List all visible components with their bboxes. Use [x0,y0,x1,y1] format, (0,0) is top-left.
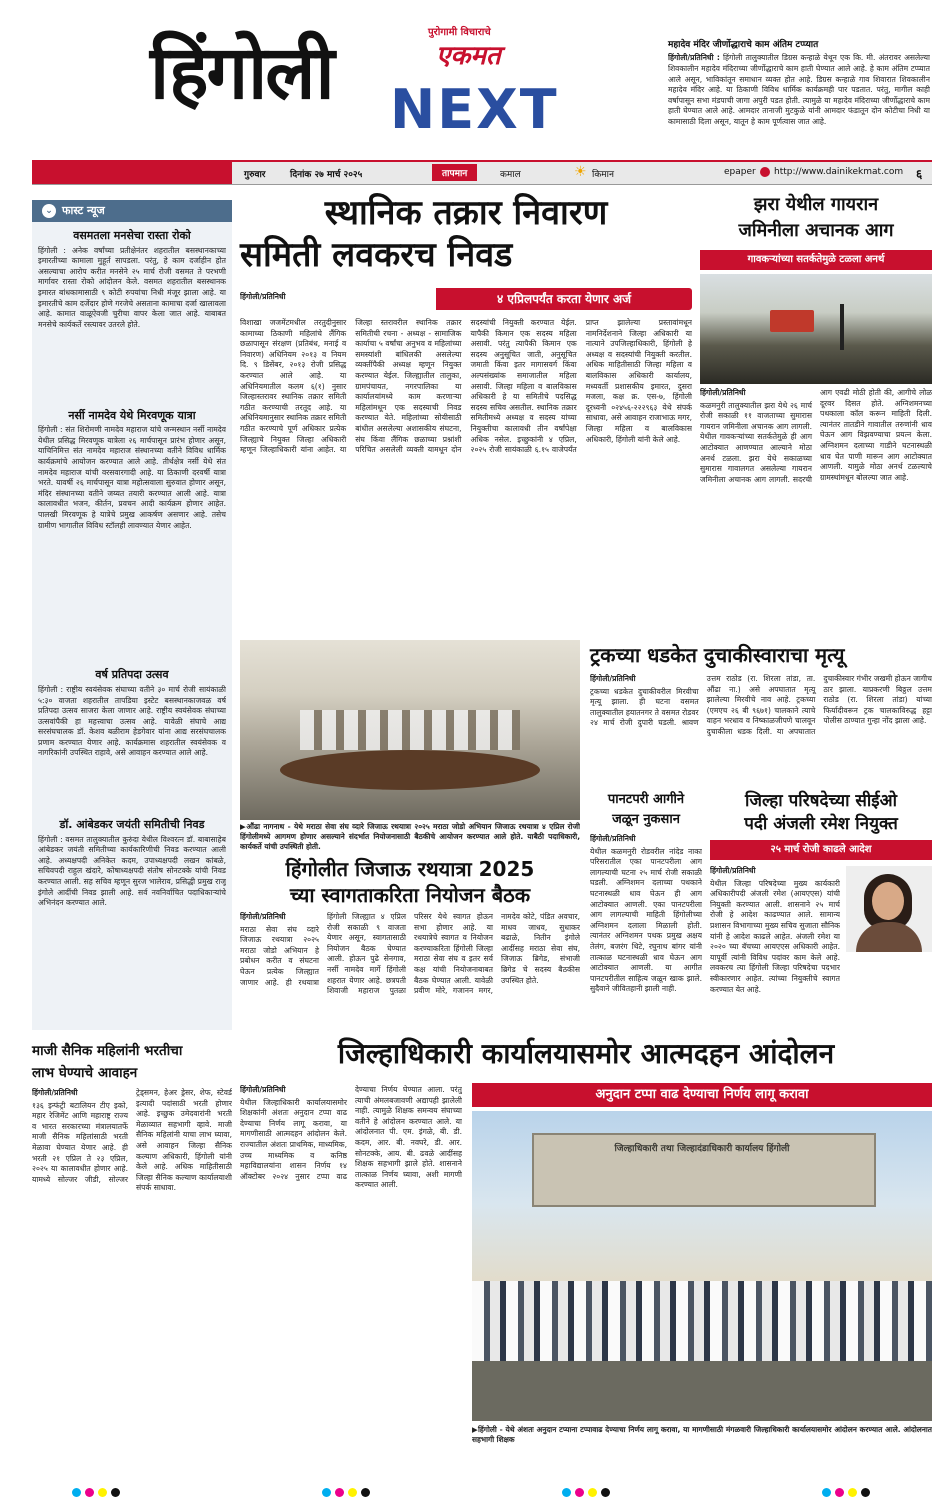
ceo-headline-2: पदी अंजली रमेश नियुक्त [744,814,898,834]
fast-news-title-1: वसमतला मनसेचा रास्ता रोको [73,229,191,242]
protest-photo [472,1111,932,1421]
top-story-text: हिंगोली तालुक्यातील डिग्रस कन्हाळे येथून एक कि. मी. अंतरावर असलेल्या शिवकालीन महादेव मंदिराच्या जीर्णोद्धाराचे काम हाती घेण्यात आले आहे. हे काम अंतिम टप्प्यात आले असून, भाविकांतून समाधान व्यक्त होत आहे. डिग्रस कन्हाळे गाव शिवारात शिवकालीन महादेव मंदिर आहे. या ठिकाणी विविध धार्मिक कार्यक्रमही पार पडतात. परंतु, मागील काही वर्षापासून सभा मंडपाची जागा अपुरी पडत होती. त्यामुळे या महादेव मंदिराच्या जीर्णोद्धाराचे काम हाती घेण्यात आले आहे. आमदार तानाजी मुटकुळे यांनी आमदार फंडातून दोन कोटीचा निधी या कामासाठी दिला असून, यातून हे काम पूर्णत्वास जात आहे. [668,53,930,126]
protest-byline: हिंगोली/प्रतिनिधी [240,1085,286,1094]
ceo-byline: हिंगोली/प्रतिनिधी [710,866,756,875]
page-number: ६ [916,167,923,181]
color-registration-strip [0,1478,945,1496]
protest-story [240,1035,932,1465]
epaper-label: epaper [724,167,756,177]
ceo-headline-1: जिल्हा परिषदेच्या सीईओ [744,791,898,811]
protest-caption: ▶हिंगोली - येथे अंशतः अनुदान टप्याना टप्पावाढ देण्याचा निर्णय लागू करावा, या मागणीसाठी मंगळवारी जिल्हाधिकारी कार्यालयासमोर आंदोलन करण्यात आले. आंदोलनात सहभागी शिक्षक [472,1425,932,1444]
fire-headline-1: झरा येथील गायरान [753,194,879,215]
army-headline-1: माजी सैनिक महिलांनी भरतीचा [32,1043,183,1059]
ceo-text: येथील जिल्हा परिषदेच्या मुख्य कार्यकारी अधिकारीपदी अंजली रमेश (आयएएस) यांची नियुक्ती करण्यात आली. शासनाने २५ मार्च रोजी हे आदेश काढण्यात आले. सामान्य प्रशासन विभागाच्या मुख्य सचिव सुजाता सौनिक यांनी हे आदेश काढले आहेत. अंजली रमेश या २०२० च्या बॅचच्या आयएएस अधिकारी आहेत. यापूर्वी त्यांनी विविध पदांवर काम केले आहे. लवकरच त्या हिंगोली जिल्हा परिषदेचा पदभार स्वीकारणार आहेत. त्यांच्या नियुक्तीचे स्वागत करण्यात येत आहे. [710,878,840,994]
pantpari-headline-2: जळून नुकसान [612,812,680,827]
army-headline-2: लाभ घेण्याचे आवाहन [32,1065,138,1081]
chevron-down-icon: ⌄ [42,204,56,218]
pantpari-byline: हिंगोली/प्रतिनिधी [590,834,636,843]
army-byline: हिंगोली/प्रतिनिधी [32,1088,78,1097]
pantpari-story [590,790,702,1030]
top-story [668,40,930,160]
meeting-text: मराठा सेवा संघ व्दारे जिजाऊ रथयात्रा २०२५ मराठा जोडो अभियान हे प्रबोधन करीत व संघटना घेऊन प्रत्येक जिल्ह्यात जाणार आहे. ही रथयात्रा हिंगोली जिल्ह्यात ४ एप्रिल रोजी सकाळी ९ वाजता येणार असून, स्वागतासाठी नियोजन बैठक घेण्यात आली. होऊन पुढे सेनगाव, नर्सी नामदेव मार्गे हिंगोली शहरात येणार आहे. छत्रपती शिवाजी महाराज पुतळा परिसर येथे स्वागत होऊन सभा होणार आहे. या रथयात्रेचे स्वागत व नियोजन करण्याकरिता हिंगोली जिल्हा मराठा सेवा संघ व इतर सर्व कक्ष यांची नियोजनाबाबत बैठक घेण्यात आली. यावेळी प्रवीण मोरे, गजानन मगर, नामदेव कोटे, पंडित अवचार, माधव जाधव, सुधाकर बढाळे, नितीन इंगोले आदींसह मराठा सेवा संघ, जिजाऊ ब्रिगेड, संभाजी ब्रिगेड चे सदस्य बैठकीस उपस्थित होते. [240,912,580,996]
ekmat-logo: एकमत [436,41,501,71]
fire-photo [700,274,932,384]
fast-news [32,200,232,1030]
fire-story [700,192,932,632]
ceo-strap: २५ मार्च रोजी काढले आदेश [710,840,932,860]
ceo-photo [846,866,932,952]
accident-headline: ट्रकच्या धडकेत दुचाकीस्वाराचा मृत्यू [590,643,845,667]
fast-news-title-2: नर्सी नामदेव येथे मिरवणूक यात्रा [68,408,196,422]
accident-text: ट्रकच्या धडकेत दुचाकीवरील मिरवीचा मृत्यू झाला. ही घटना वसमत तालुक्यातील हयातनगर ते वसमत रोडवर २४ मार्च रोजी दुपारी घडली. श्रावण उत्तम राठोड (रा. शिरला तांडा, ता. औंढा ना.) असे अपघातात मृत्यू झालेल्या मिरवीचे नाव आहे. ट्रकच्या (एमएच २६ बी ९६७१) चालकाने त्याचे वाहन भरधाव व निष्काळजीपणे चालवून दुचाकीला धडक दिली. या अपघातात दुचाकीस्वार गंभीर जखमी होऊन जागीच ठार झाला. याप्रकरणी बिठ्ठल उत्तम राठोड (रा. शिरला तांडा) यांच्या फिर्यादीवरून ट्रक चालकाविरुद्ध हट्टा पोलीस ठाण्यात गुन्हा नोंद झाला आहे. [590,674,932,736]
fast-news-title-3: वर्ष प्रतिपदा उत्सव [95,668,169,682]
meeting-byline: हिंगोली/प्रतिनिधी [240,912,286,921]
fast-news-label: फास्ट न्यूज [62,204,105,217]
fast-news-text-3: हिंगोली : राष्ट्रीय स्वयंसेवक संघाच्या वतीने ३० मार्च रोजी सायंकाळी ५:३० वाजता शहरातील तापडिया इस्टेट बसस्थानकाजवळ वर्ष प्रतिपदा उत्सव साजरा केला जाणार आहे. राष्ट्रीय स्वयंसेवक संघाच्या उत्सवांपैकी हा महत्त्वाचा उत्सव आहे. यावेळी संघाचे आद्य सरसंघचालक डॉ. केशव बळीराम हेडगेवार यांना आद्य सरसंघचालक प्रणाम करण्यात येणार आहे. कार्यक्रमास शहरातील स्वयंसेवक व नागरिकांनी उपस्थित राहावे, असे आवाहन करण्यात आले आहे. [38,684,226,758]
protest-photo-banner: जिल्हाधिकारी तथा जिल्हादंडाधिकारी कार्यालय हिंगोली [614,1144,790,1154]
website-url[interactable]: http://www.dainikekmat.com [774,167,904,177]
meeting-headline-2: च्या स्वागताकरिता नियोजन बैठक [289,883,531,907]
fire-text: कळमनुरी तालुक्यातील झरा येथे २६ मार्च रोजी सकाळी ११ वाजताच्या सुमारास गायरान जमिनीला अचानक आग लागली. येथील गावकऱ्यांच्या सतर्कतेमुळे ही आग आटोक्यात आणण्यात आल्याने मोठा अनर्थ टळला. झरा येथे सकाळच्या सुमारास गावालगत असलेल्या गायरान जमिनीला अचानक आग लागली. सदरची आग एवढी मोठी होती की, आगीचे लोळ दूरवर दिसत होते. अग्निशमनच्या पथकाला कॉल करून माहिती दिली. त्यानंतर तातडीने गावातील तरुणांनी धाव घेऊन आग विझवण्याचा प्रयत्न केला. अग्निशमन दलाच्या गाडीने घटनास्थळी धाव घेत पाणी मारून आग आटोक्यात आणली. यामुळे मोठा अनर्थ टळल्याचे ग्रामस्थांमधून बोलल्या जात आहे. [700,388,932,484]
pantpari-headline-1: पानटपरी आगीने [607,792,685,807]
globe-icon [760,167,770,177]
sun-icon: ☀ [574,164,587,180]
min-label: किमान [592,170,614,180]
army-text: १३६ इन्फंट्री बटालियन टीए इको, महार रेजिमेंट आणि महाराष्ट्र राज्य व भारत सरकारच्या मंत्रालयातर्फे माजी सैनिक महिलांसाठी भरती मेळावा घेण्यात येणार आहे. ही भरती २१ एप्रिल ते २३ एप्रिल, २०२५ या कालावधीत होणार आहे. यामध्ये सोल्जर जीडी, सोल्जर ट्रेड्समन, हेअर ड्रेसर, शेफ, स्टेवर्ड इत्यादी पदांसाठी भरती होणार आहे. इच्छुक उमेदवारांनी भरती मेळाव्यात सहभागी व्हावे. माजी सैनिक महिलांनी याचा लाभ घ्यावा, असे आवाहन जिल्हा सैनिक कल्याण अधिकारी, हिंगोली यांनी केले आहे. अधिक माहितीसाठी जिल्हा सैनिक कल्याण कार्यालयाशी संपर्क साधावा. [32,1088,232,1193]
meeting-photo [240,640,580,820]
meeting-headline-1: हिंगोलीत जिजाऊ रथयात्रा 2025 [285,857,535,881]
lead-headline-2: समिती लवकरच निवड [240,235,513,275]
protest-text: येथील जिल्हाधिकारी कार्यालयासमोर शिक्षकांनी अंशतः अनुदान टप्पा वाढ देण्याचा निर्णय लागू करावा, या मागणीसाठी आत्मदहन आंदोलन केले. राज्यातील अंशतः प्राथमिक, माध्यमिक, उच्च माध्यमिक व कनिष्ठ महाविद्यालयांना शासन निर्णय १४ ऑक्टोबर २०२४ नुसार टप्पा वाढ देण्याचा निर्णय घेण्यात आला. परंतु त्याची अंमलबजावणी अद्यापही झालेली नाही. त्यामुळे शिक्षक समन्वय संघाच्या वतीने हे आंदोलन करण्यात आले. या आंदोलनात पी. एम. इंगळे, बी. डी. कदम, आर. बी. नवघरे, डी. आर. सोनटक्के, आय. बी. ढवळे आदींसह शिक्षक सहभागी झाले होते. शासनाने तात्काळ निर्णय घ्यावा, अशी मागणी करण्यात आली. [240,1085,462,1190]
accident-story [590,640,932,780]
meeting-caption: ▶औंढा नागनाथ - येथे मराठा सेवा संघ व्दारे जिजाऊ रथयात्रा २०२५ मराठा जोडो अभियान जिजाऊ रथयात्रा ४ एप्रिल रोजी हिंगोलीमध्ये आगमण होणार असल्याने संदर्भात नियोजनासाठी बैठकीचे आयोजन करण्यात आले होते. याबैठी पदाधिकारी, कार्यकर्ते यांची उपस्थिती होती. [240,822,580,851]
fast-news-text-1: हिंगोली : अनेक वर्षांच्या प्रतीक्षेनंतर शहरातील बसस्थानकाच्या इमारतीच्या कामाला मुहूर्त सापडला. परंतु, हे काम दर्जाहीन होत असल्याचा आरोप करीत मनसेने २५ मार्च रोजी वसमत ते परभणी मार्गावर रास्ता रोको आंदोलन केले. वसमत शहरातील बसस्थानक इमारत बांधकामासाठी ९ कोटी रुपयांचा निधी मंजूर झाला आहे. या इमारतीचे काम दर्जेदार होणे गरजेचे असताना कामाचा दर्जा खालावला आहे. कामात वाळूऐवजी चुरीचा वापर केला जात आहे. याबाबत मनसेचे कार्यकर्ते रस्त्यावर उतरले होते. [38,245,226,329]
army-story [32,1040,232,1460]
lead-text: विशाखा जजमेंटमधील तरतुदीनुसार कामाच्या ठिकाणी महिलांचे लैंगिक छळापासून संरक्षण (प्रतिबंध, मनाई व निवारण) अधिनियम २०१३ व नियम दि. ९ डिसेंबर, २०१३ रोजी प्रसिद्ध करण्यात आले आहे. या अधिनियमातील कलम ६(१) नुसार जिल्हास्तरावर स्थानिक तक्रार समिती गठीत करण्याची तरतूद आहे. या अधिनियमानुसार स्थानिक तक्रार समिती गठीत करण्याचे पूर्ण अधिकार प्रत्येक जिल्ह्याचे नियुक्त जिल्हा अधिकारी म्हणून जिल्हाधिकारी यांना आहेत. या जिल्हा स्तरावरील स्थानिक तक्रार समितीची रचना - अध्यक्ष - सामाजिक कार्याचा ५ वर्षांचा अनुभव व महिलांच्या समस्यांशी बांधिलकी असलेल्या व्यक्तींपैकी अध्यक्ष म्हणून नियुक्त करण्यात येईल. जिल्ह्यातील तालुका, ग्रामपंचायत, नगरपालिका या कार्यालयांमध्ये काम करणाऱ्या महिलांमधून एक सदस्याची निवड करण्यात येते. महिलांच्या सोयीसाठी बांधील असलेल्या अशासकीय संघटना, संघ किंवा लैंगिक छळाच्या प्रश्नांशी परिचित असलेली व्यक्ती यामधून दोन सदस्यांची नियुक्ती करण्यात येईल. यापैकी किमान एक सदस्य महिला असावी. परंतु त्यापैकी किमान एक सदस्य अनुसूचित जाती, अनुसूचित जमाती किंवा इतर मागासवर्ग किंवा अल्पसंख्यांक समाजातील महिला असावी. जिल्हा महिला व बालविकास अधिकारी हे या समितीचे पदसिद्ध सदस्य सचिव असतील. स्थानिक तक्रार समितीमध्ये अध्यक्ष व सदस्य यांच्या नियुक्तीचा कालावधी तीन वर्षांपेक्षा अधिक नसेल. इच्छुकांनी ४ एप्रिल, २०२५ रोजी सायंकाळी ६.१५ वाजेपर्यंत प्राप्त झालेल्या प्रस्तावांमधून नामनिर्देशनाने जिल्हा अधिकारी या नात्याने उपजिल्हाधिकारी, हिंगोली हे अध्यक्ष व सदस्यांची नियुक्ती करतील. अधिक माहितीसाठी जिल्हा महिला व बालविकास अधिकारी कार्यालय, मध्यवर्ती प्रशासकीय इमारत, दुसरा मजला, कक्ष क्र. एस-७, हिंगोली दूरध्वनी ०२४५६-२२२९६३ येथे संपर्क साधावा, असे आवाहन राजाभाऊ मगर, जिल्हा महिला व बालविकास अधिकारी, हिंगोली यांनी केले आहे. [240,318,692,455]
info-day: गुरुवार [244,170,266,180]
masthead-tagline: पुरोगामी विचाराचे [428,27,491,38]
fast-news-text-2: हिंगोली : संत शिरोमणी नामदेव महाराज यांचे जन्मस्थान नर्सी नामदेव येथील प्रसिद्ध मिरवणूक यात्रेला २६ मार्चपासून प्रारंभ होणार असून, याचिनिमित्त संत नामदेव महाराज संस्थानच्या वतीने विविध धार्मिक कार्यक्रमांचे आयोजन करण्यात आले आहे. तीर्थक्षेत्र नर्सी येथे संत नामदेव महाराज यांची वरसवारगादी आहे. या ठिकाणी दरवर्षी यात्रा भरते. यावर्षी २६ मार्चपासून यात्रा महोत्सवाला सुरुवात होणार असून, मंदिर संस्थानच्या वतीने जय्यत तयारी करण्यात आली आहे. यात्रा कालावधीत भजन, कीर्तन, प्रवचन आदी कार्यक्रम होणार आहेत. पालखी मिरवणूक हे यात्रेचे प्रमुख आकर्षण असणार आहे. तसेच ग्रामीण भागातील विविध स्टॉलही लावण्यात येणार आहेत. [38,425,226,530]
info-date: दिनांक २७ मार्च २०२५ [290,170,363,180]
fire-headline-2: जमिनीला अचानक आग [738,220,894,241]
lead-headline-1: स्थानिक तक्रार निवारण [324,193,608,233]
protest-headline: जिल्हाधिकारी कार्यालयासमोर आत्मदहन आंदोलन [337,1037,835,1070]
accident-byline: हिंगोली/प्रतिनिधी [590,674,636,683]
fire-byline: हिंगोली/प्रतिनिधी [700,388,746,397]
temp-label: तापमान [432,164,477,181]
pantpari-text: येथील कळमनुरी रोडवरील नांदेड नाका परिसरातील एका पानटपरीला आग लागल्याची घटना २५ मार्च रोजी सकाळी घडली. अग्निशमन दलाच्या पथकाने घटनास्थळी धाव घेऊन ही आग आटोक्यात आणली. एका पानटपरीला आग लागल्याची माहिती हिंगोलीच्या अग्निशमन दलाला मिळाली होती. त्यानंतर अग्निशमन पथक प्रमुख अक्षय तेलंग, बजरंग थिटे, रघुनाथ बांगर यांनी तात्काळ घटनास्थळी धाव घेऊन आग आटोक्यात आणली. या आगीत पानटपरीतील साहित्य जळून खाक झाले. सुदैवाने जीवितहानी झाली नाही. [590,846,702,994]
lead-story [240,192,692,630]
fast-news-text-4: हिंगोली : वसमत तालुक्यातील कुरुंदा येथील विश्वरत्न डॉ. बाबासाहेब आंबेडकर जयंती समितीच्या कार्यकारिणीची निवड करण्यात आली आहे. अध्यक्षपदी अनिकेत कदम, उपाध्यक्षपदी लखन कांबळे, सचिवपदी राहुल खंदारे, कोषाध्यक्षपदी संतोष सोनटक्के यांची निवड करण्यात आली. सह सचिव म्हणून सुरज भालेराव, प्रसिद्धी प्रमुख राजू इंगोले आदींची निवड झाली आहे. सर्व नवनिर्वाचित पदाधिकाऱ्यांचे अभिनंदन करण्यात आले. [38,834,226,908]
masthead-title: हिंगोली [150,30,333,116]
meeting-story [240,856,580,1031]
top-story-headline: महादेव मंदिर जीर्णोद्धाराचे काम अंतिम टप्प्यात [668,40,819,50]
fast-news-title-4: डॉ. आंबेडकर जयंती समितीची निवड [59,817,205,831]
top-story-byline: हिंगोली/प्रतिनिधी : [668,53,720,63]
max-label: कमाल [500,170,521,180]
next-logo: NEXT [390,78,559,141]
protest-strap: अनुदान टप्पा वाढ देण्याचा निर्णय लागू करावा [472,1083,932,1107]
ceo-story [710,790,932,1030]
lead-strap: ४ एप्रिलपर्यंत करता येणार अर्ज [436,288,692,310]
lead-byline: हिंगोली/प्रतिनिधी [240,292,286,301]
info-bar [32,160,932,185]
masthead [150,20,660,145]
fire-strap: गावकऱ्यांच्या सतर्कतेमुळे टळला अनर्थ [700,250,932,270]
